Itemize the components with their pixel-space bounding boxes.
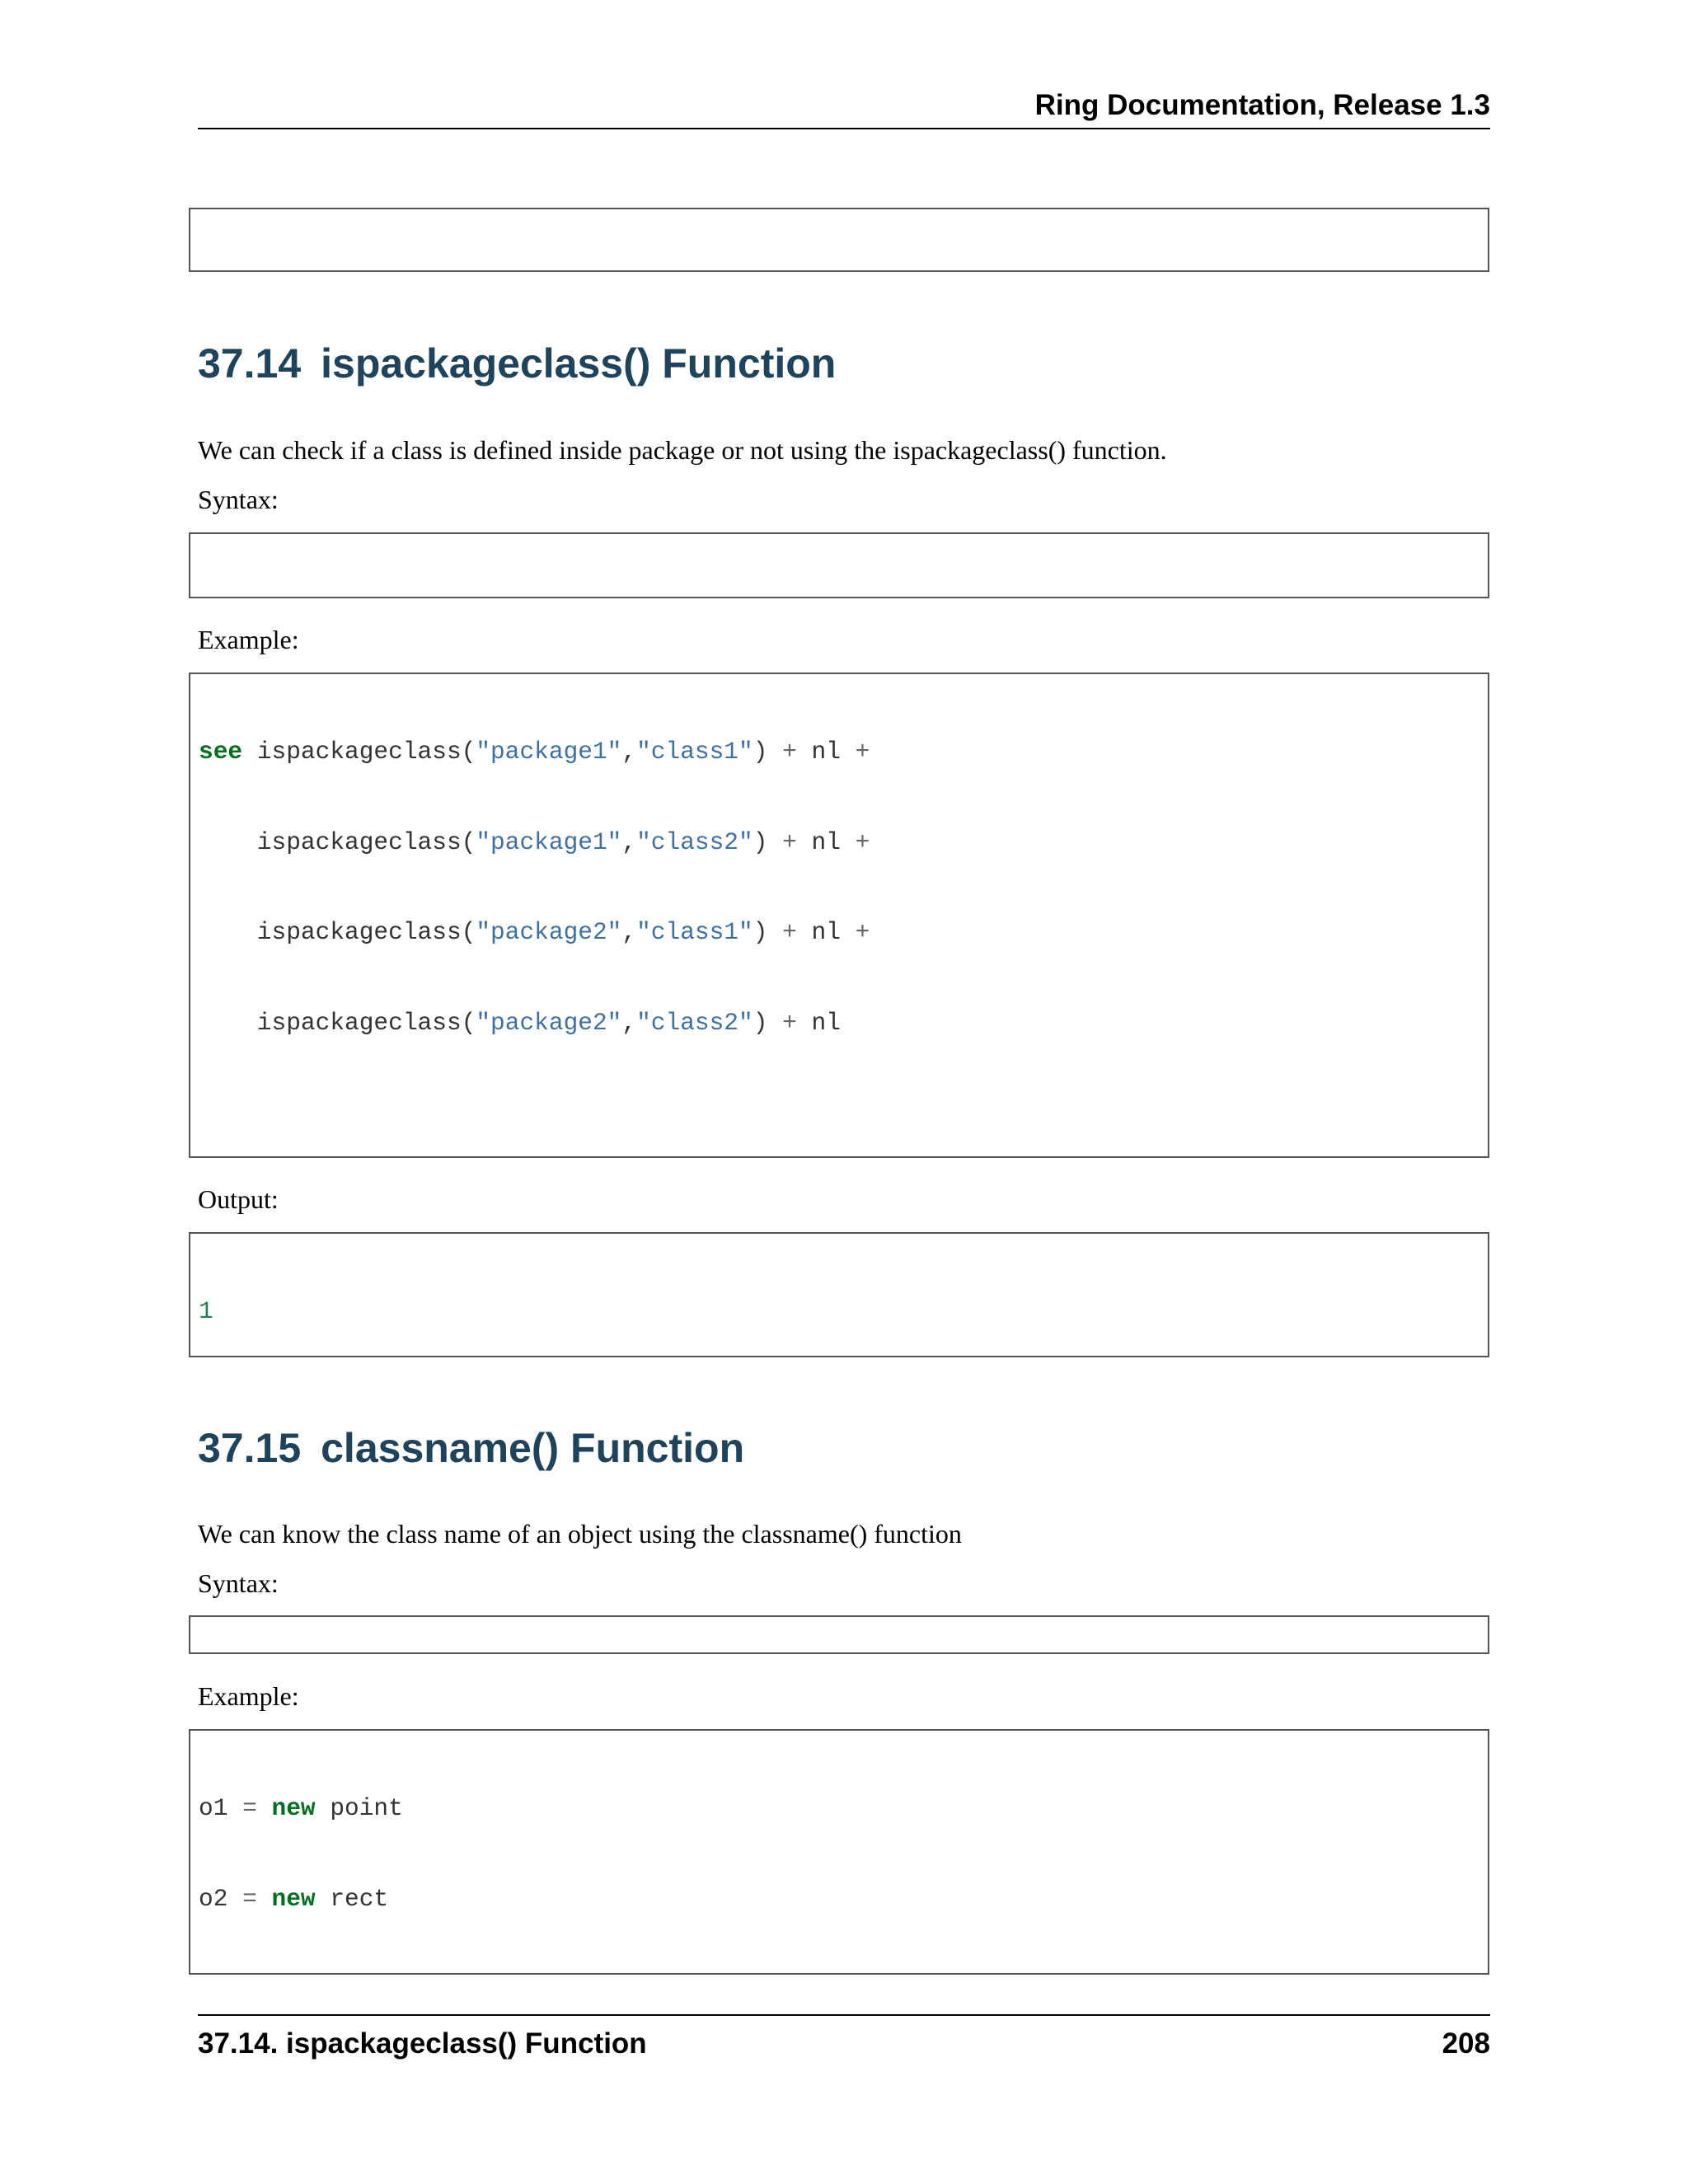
code-line: o2 = new rect (199, 1884, 389, 1913)
section-number: 37.14 (198, 340, 302, 387)
section-intro: We can know the class name of an object using the classname() function (198, 1519, 962, 1549)
syntax-label: Syntax: (198, 485, 279, 514)
page-number: 208 (1442, 2027, 1490, 2060)
syntax-label: Syntax: (198, 1568, 279, 1598)
code-line: ispackageclass("package1","class2") + nl + (199, 827, 870, 856)
example-label: Example: (198, 1681, 299, 1711)
code-line: ispackageclass("package2","class2") + nl (199, 1008, 841, 1037)
example-code-block (189, 1729, 1489, 1975)
syntax-code-block (189, 1615, 1489, 1654)
example-code-block (189, 673, 1489, 1158)
section-title: ispackageclass() Function (321, 340, 837, 387)
section-intro: We can check if a class is defined inside package or not using the ispackageclass() function. (198, 435, 1167, 465)
code-block-continuation (189, 208, 1489, 272)
code-line: ispackageclass("package2","class1") + nl + (199, 918, 870, 946)
code-line: o1 = new point (199, 1794, 403, 1822)
footer-section-title: 37.14. ispackageclass() Function (198, 2027, 647, 2060)
code-line-blank (199, 1098, 1479, 1128)
example-label: Example: (198, 625, 299, 654)
code-line (199, 597, 1479, 598)
code-line-blank (199, 1974, 1479, 1975)
header-rule (198, 128, 1490, 129)
code-line: see ispackageclass("package1","class1") + nl + (199, 738, 870, 766)
output-label: Output: (198, 1184, 279, 1214)
section-heading-37-15 (198, 1424, 744, 1472)
footer-rule (198, 2014, 1490, 2016)
section-title: classname() Function (321, 1425, 745, 1471)
section-number: 37.15 (198, 1425, 302, 1471)
syntax-code-block (189, 532, 1489, 598)
output-code-block (189, 1232, 1489, 1357)
section-heading-37-14 (198, 340, 836, 387)
output-line: 1 (199, 1297, 213, 1325)
running-header: Ring Documentation, Release 1.3 (1034, 89, 1490, 121)
